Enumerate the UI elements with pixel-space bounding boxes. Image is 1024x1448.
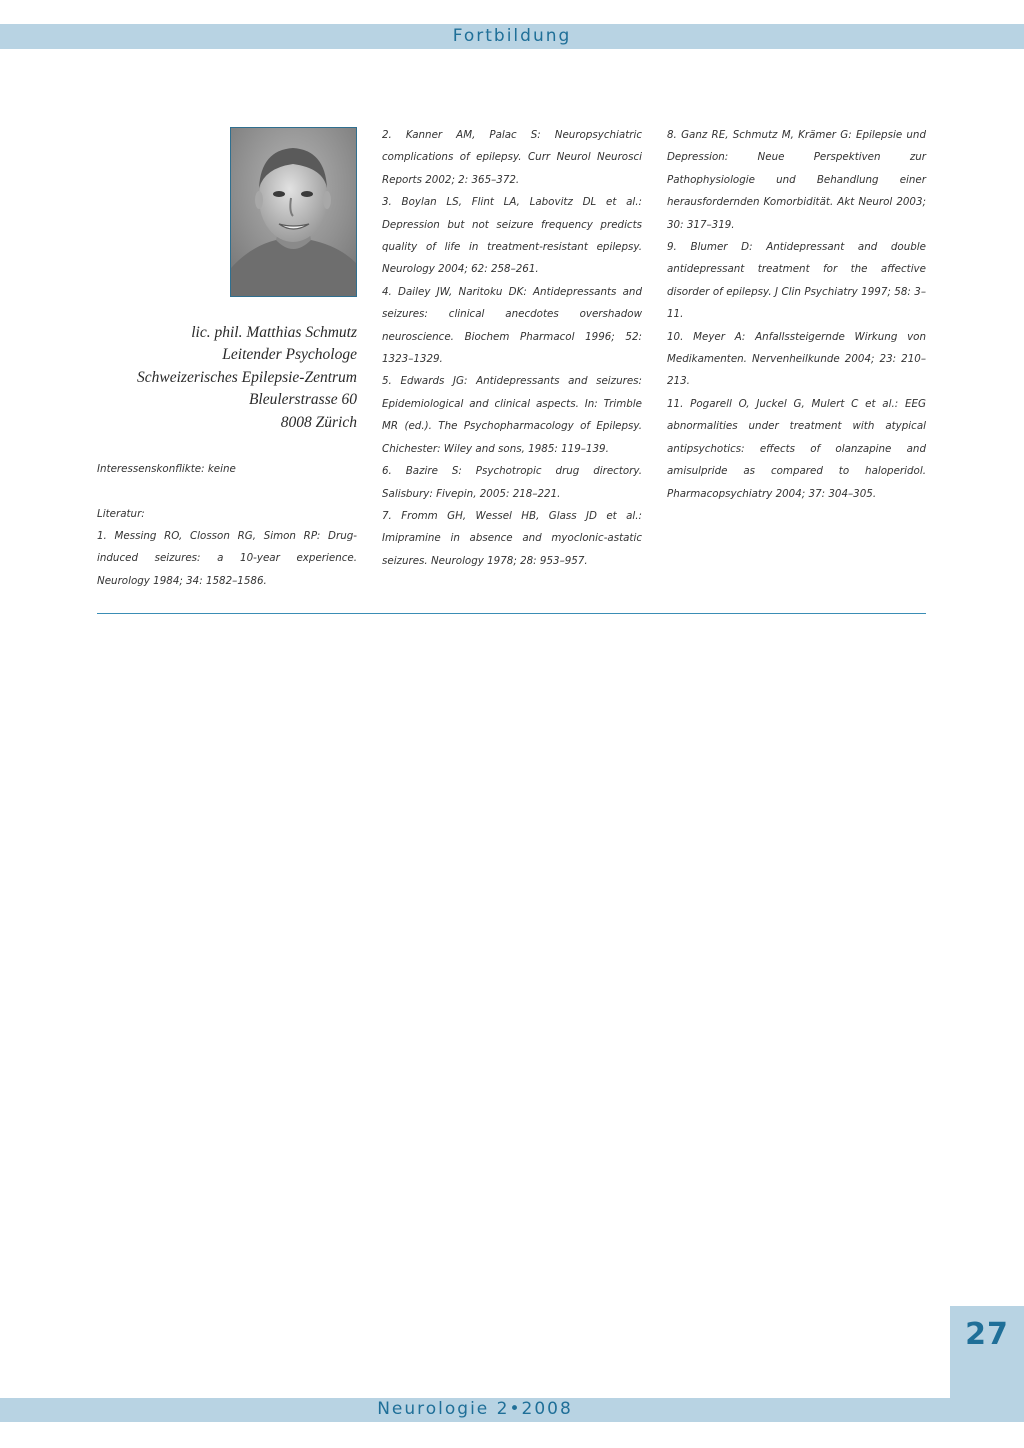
literature-heading: Literatur: <box>97 508 145 520</box>
author-city: 8008 Zürich <box>280 413 357 431</box>
references-column-3 <box>667 124 926 505</box>
reference-2: 2. Kanner AM, Palac S: Neuropsychiatric complications of epilepsy. Curr Neurol Neurosci Reports 2002; 2: 365–372. <box>382 129 642 186</box>
reference-11: 11. Pogarell O, Juckel G, Mulert C et al.: EEG abnormalities under treatment with atypical antipsychotics: effects of olanzapine and amisulpride as compared to haloperidol. Pharmacopsychiatry 2004; 37: 304–305. <box>667 397 926 500</box>
author-street: Bleulerstrasse 60 <box>248 391 357 409</box>
author-photo <box>230 127 357 297</box>
reference-9: 9. Blumer D: Antidepressant and double antidepressant treatment for the affective disorder of epilepsy. J Clin Psychiatry 1997; 58: 3–11. <box>667 241 926 321</box>
section-divider <box>97 613 926 614</box>
author-block <box>97 322 357 434</box>
journal-issue: Neurologie 2•2008 <box>377 1399 573 1419</box>
author-position: Leitender Psychologe <box>222 346 357 364</box>
reference-10: 10. Meyer A: Anfallssteigernde Wirkung von Medikamenten. Nervenheilkunde 2004; 23: 210–213. <box>667 330 926 388</box>
author-name: lic. phil. Matthias Schmutz <box>191 324 357 341</box>
reference-5: 5. Edwards JG: Antidepressants and seizures: Epidemiological and clinical aspects. In: Trimble MR (ed.). The Psychopharmacology of Epilepsy. Chichester: Wiley and sons, 1985: 119–139. <box>382 375 642 455</box>
reference-7: 7. Fromm GH, Wessel HB, Glass JD et al.: Imipramine in absence and myoclonic-astatic seizures. Neurology 1978; 28: 953–957. <box>382 509 642 567</box>
conflict-of-interest: Interessenskonflikte: keine <box>97 463 236 475</box>
header-band <box>0 24 1024 49</box>
reference-6: 6. Bazire S: Psychotropic drug directory. Salisbury: Fivepin, 2005: 218–221. <box>382 465 642 500</box>
page-number: 27 <box>965 1317 1009 1352</box>
section-title: Fortbildung <box>452 26 572 46</box>
reference-8: 8. Ganz RE, Schmutz M, Krämer G: Epilepsie und Depression: Neue Perspektiven zur Pathophysiologie und Behandlung einer herausfordernden Komorbidität. Akt Neurol 2003; 30: 317–319. <box>667 129 926 231</box>
reference-1: 1. Messing RO, Closson RG, Simon RP: Drug-induced seizures: a 10-year experience. Neurology 1984; 34: 1582–1586. <box>97 530 357 587</box>
reference-4: 4. Dailey JW, Naritoku DK: Antidepressants and seizures: clinical anecdotes overshadow neuroscience. Biochem Pharmacol 1996; 52: 1323–1329. <box>382 285 642 366</box>
references-column-2 <box>382 124 642 572</box>
reference-3: 3. Boylan LS, Flint LA, Labovitz DL et al.: Depression but not seizure frequency predicts quality of life in treatment-resistant epilepsy. Neurology 2004; 62: 258–261. <box>382 196 642 276</box>
footer-band <box>0 1398 950 1422</box>
author-institution: Schweizerisches Epilepsie-Zentrum <box>137 368 357 386</box>
